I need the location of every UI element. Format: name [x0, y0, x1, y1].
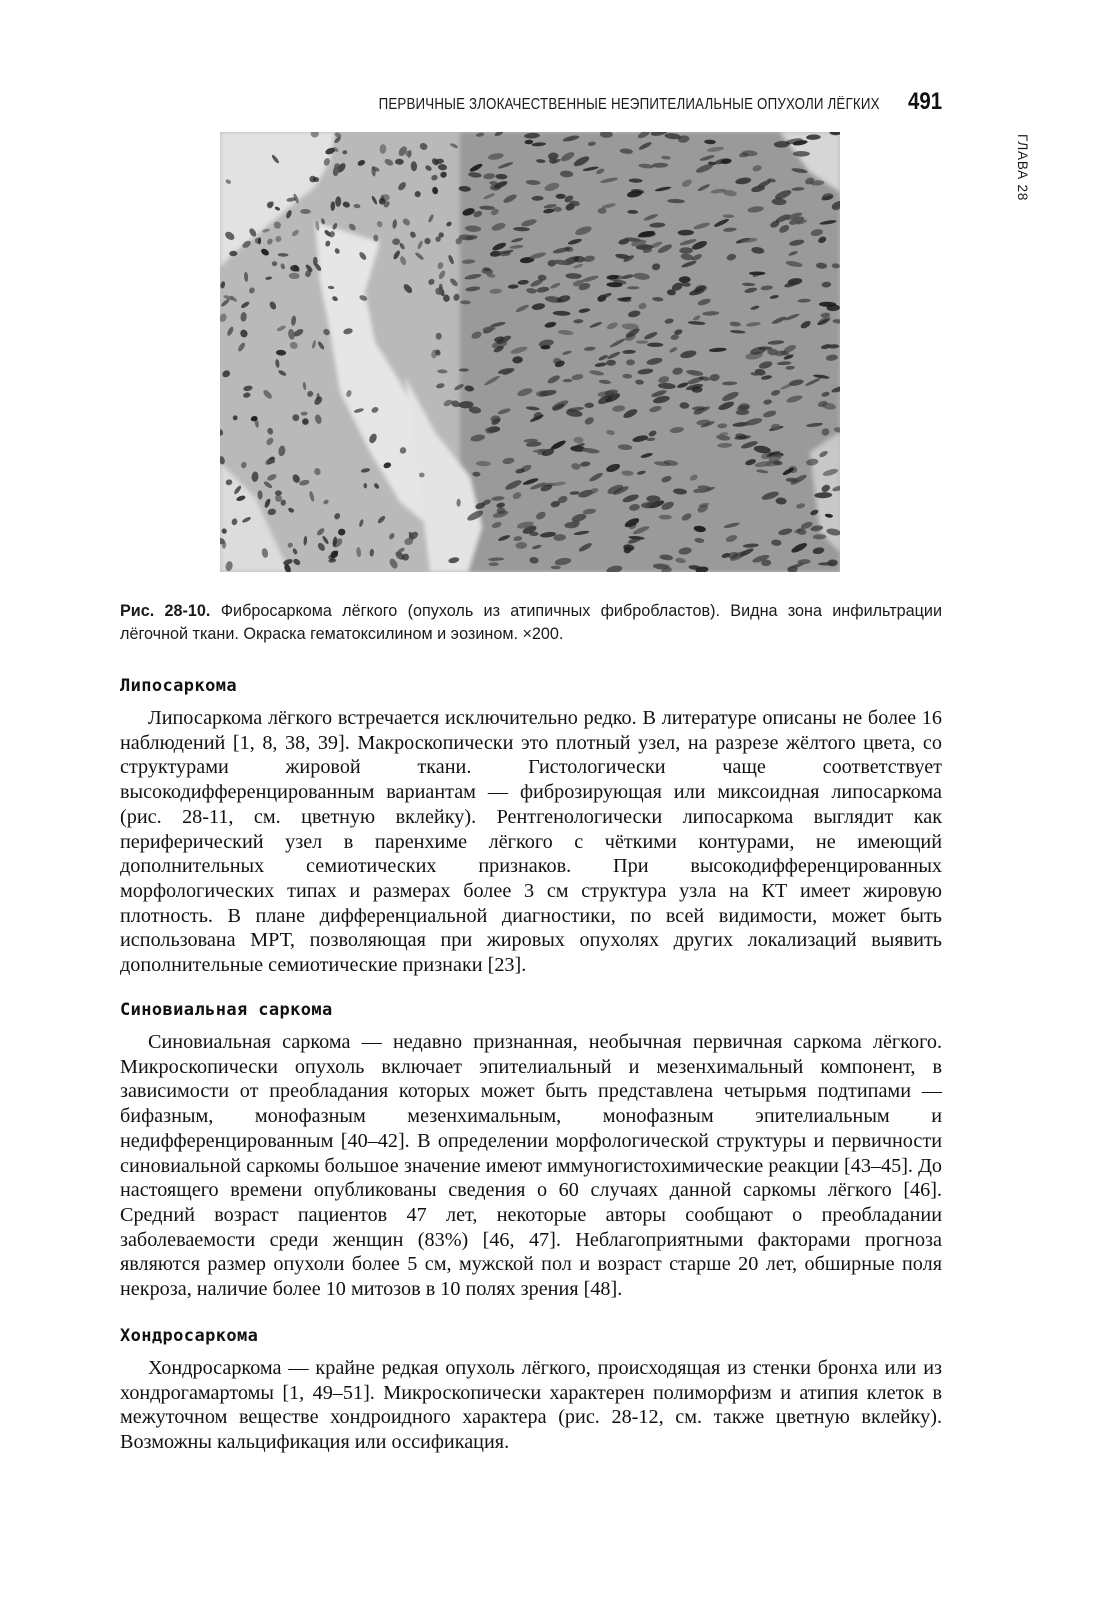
cell-nucleus [436, 333, 442, 340]
section-text-synovial-sarcoma: Синовиальная саркома — недавно признанная, необычная первичная саркома лёгкого. Микроскопически опухоль включает эпителиальный и мезенхимальный компонент, в зависимости от преобладания которых может быть представлена четырьмя подтипами — бифазным, монофазным мезенхимальным, монофазным эпителиальным и недифференцированным [40–42]. В определении морфологической структуры и первичности синовиальной саркомы большое значение имеют иммуногистохимические реакции [43–45]. До настоящего времени опубликованы сведения о 60 случаях данной саркомы лёгкого [46]. Средний возраст пациентов 47 лет, некоторые авторы сообщают о преобладании заболеваемости среди женщин (83%) [46, 47]. Неблагоприятными факторами прогноза являются размер опухоли более 5 см, мужской пол и возраст старше 20 лет, обширные поля некроза, наличие более 10 митозов в 10 полях зрения [48]. [120, 1031, 942, 1301]
chapter-tab: ГЛАВА 28 [1015, 134, 1030, 202]
figure-caption-text: Фибросаркома лёгкого (опухоль из атипичных фибробластов). Видна зона инфильтрации лёгочной ткани. Окраска гематоксилином и эозином. ×200. [120, 602, 942, 643]
section-heading-liposarcoma: Липосаркома [120, 676, 237, 696]
cell-nucleus [292, 414, 299, 421]
cell-nucleus [556, 194, 566, 199]
cell-nucleus [636, 340, 648, 343]
cell-nucleus [793, 151, 810, 157]
cell-nucleus [679, 247, 693, 253]
cell-nucleus [598, 208, 607, 214]
section-text-liposarcoma: Липосаркома лёгкого встречается исключительно редко. В литературе описаны не более 16 наблюдений [1, 8, 38, 39]. Макроскопически это плотный узел, на разрезе жёлтого цвета, со структурами жировой ткани. Гистологически чаще соответствует высокодифференцированным вариантам — фиброзирующая или миксоидная липосаркома (рис. 28-11, см. цветную вклейку). Рентгенологически липосаркома выглядит как периферический узел в паренхиме лёгкого с чёткими контурами, не имеющий дополнительных семиотических признаков. При высокодифференцированных морфологических типах и размерах более 3 см структура узла на КТ имеет жировую плотность. В плане дифференциальной диагностики, по всей видимости, может быть использована МРТ, позволяющая при жировых опухолях других локализаций выявить дополнительные семиотические признаки [23]. [120, 707, 942, 977]
section-heading-chondrosarcoma: Хондросаркома [120, 1326, 259, 1346]
figure-label: Рис. 28-10. [120, 602, 211, 620]
section-text-chondrosarcoma: Хондросаркома — крайне редкая опухоль лёгкого, происходящая из стенки бронха или из хондрогамартомы [1, 49–51]. Микроскопически характерен полиморфизм и атипия клеток в межуточном веществе хондроидного характера (рис. 28-12, см. также цветную вклейку). Возможны кальцификация или оссификация. [120, 1357, 942, 1454]
running-header [120, 88, 942, 118]
histology-micrograph [220, 132, 840, 572]
cell-nucleus [626, 359, 635, 365]
figure-caption [120, 600, 942, 646]
page-number: 491 [907, 88, 942, 115]
section-heading-synovial-sarcoma: Синовиальная саркома [120, 1000, 333, 1020]
cell-nucleus [647, 343, 663, 347]
cell-nucleus [749, 272, 766, 276]
running-title: ПЕРВИЧНЫЕ ЗЛОКАЧЕСТВЕННЫЕ НЕЭПИТЕЛИАЛЬНЫЕ ОПУХОЛИ ЛЁГКИХ [378, 96, 880, 113]
